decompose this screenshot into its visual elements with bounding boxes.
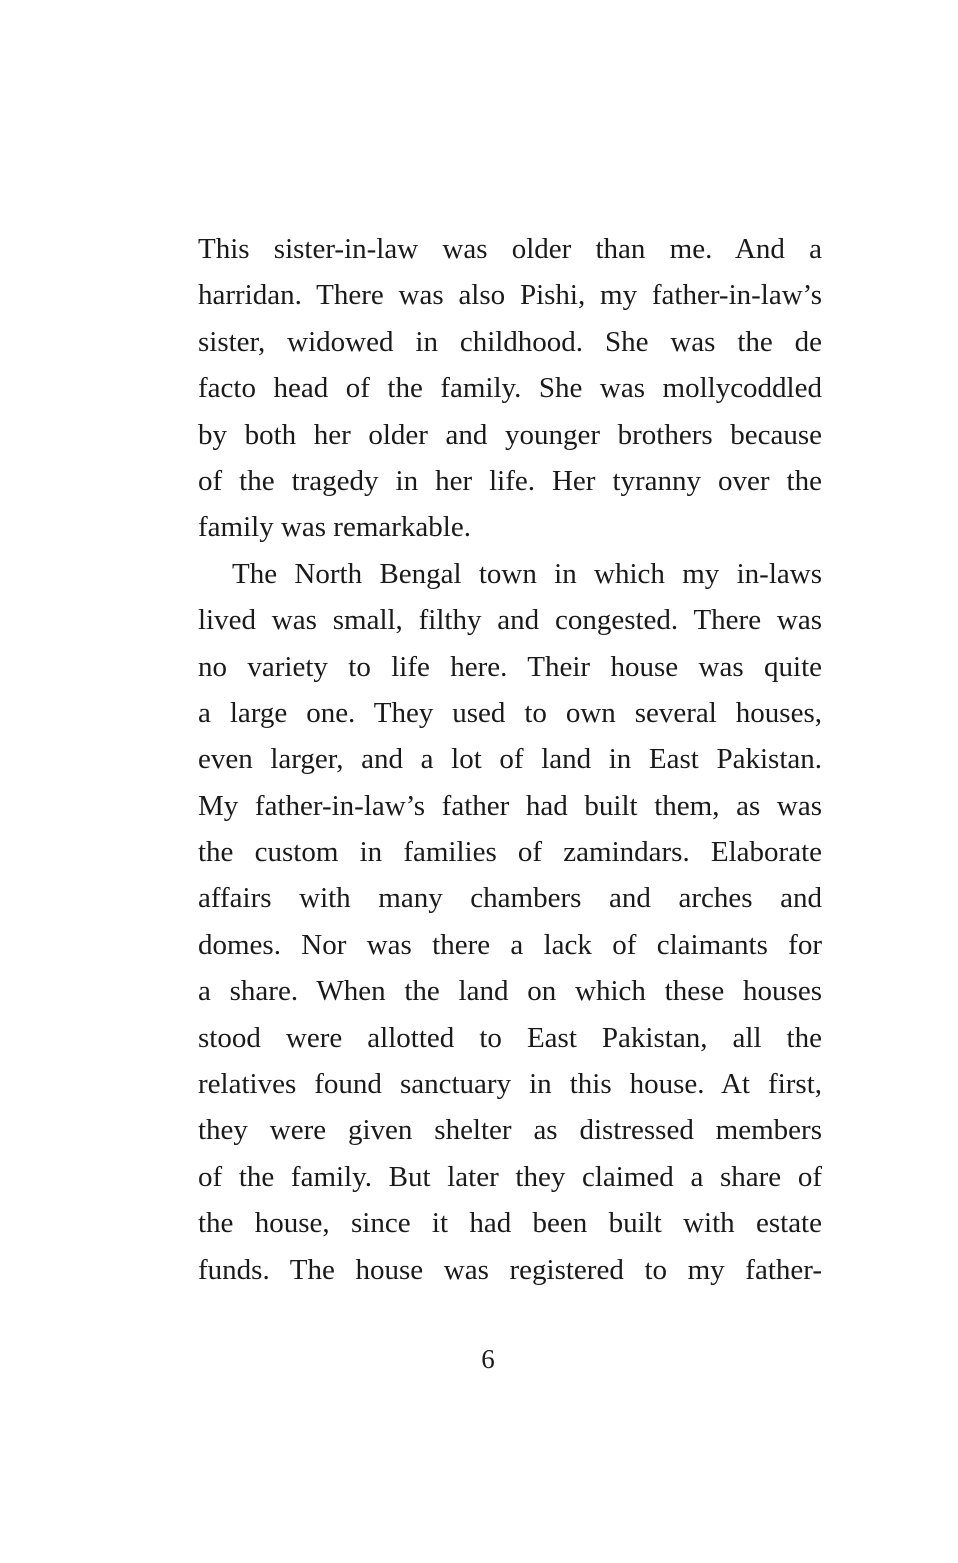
text-line: affairs with many chambers and arches and <box>198 882 822 915</box>
text-line: of the tragedy in her life. Her tyranny over the <box>198 464 822 497</box>
text-line: My father-in-law’s father had built them, as was <box>198 789 822 822</box>
text-line: facto head of the family. She was mollycoddled <box>198 372 822 405</box>
text-line: lived was small, filthy and congested. There was <box>198 604 822 637</box>
text-line: domes. Nor was there a lack of claimants for <box>198 928 822 961</box>
text-line: family was remarkable. <box>198 511 471 544</box>
text-line: harridan. There was also Pishi, my father-in-law’s <box>198 279 822 312</box>
paragraph-1 <box>198 226 822 551</box>
body-text <box>198 226 822 1293</box>
text-line: a share. When the land on which these houses <box>198 975 822 1008</box>
text-line: stood were allotted to East Pakistan, all the <box>198 1021 822 1054</box>
text-line: of the family. But later they claimed a share of <box>198 1160 822 1193</box>
page-number: 6 <box>481 1344 495 1374</box>
text-line: they were given shelter as distressed members <box>198 1114 822 1147</box>
text-line: sister, widowed in childhood. She was the de <box>198 325 822 358</box>
text-line: This sister-in-law was older than me. And a <box>198 233 822 265</box>
text-line: no variety to life here. Their house was quite <box>198 650 822 683</box>
text-line: even larger, and a lot of land in East Pakistan. <box>198 743 822 776</box>
text-line: a large one. They used to own several houses, <box>198 696 822 729</box>
text-line: relatives found sanctuary in this house. At first, <box>198 1068 822 1101</box>
text-line: The North Bengal town in which my in-laws <box>232 557 822 590</box>
text-line: the custom in families of zamindars. Elaborate <box>198 836 822 869</box>
paragraph-2 <box>198 551 822 1293</box>
text-line: by both her older and younger brothers because <box>198 418 822 451</box>
text-line: the house, since it had been built with estate <box>198 1207 822 1240</box>
text-line: funds. The house was registered to my father- <box>198 1253 822 1286</box>
